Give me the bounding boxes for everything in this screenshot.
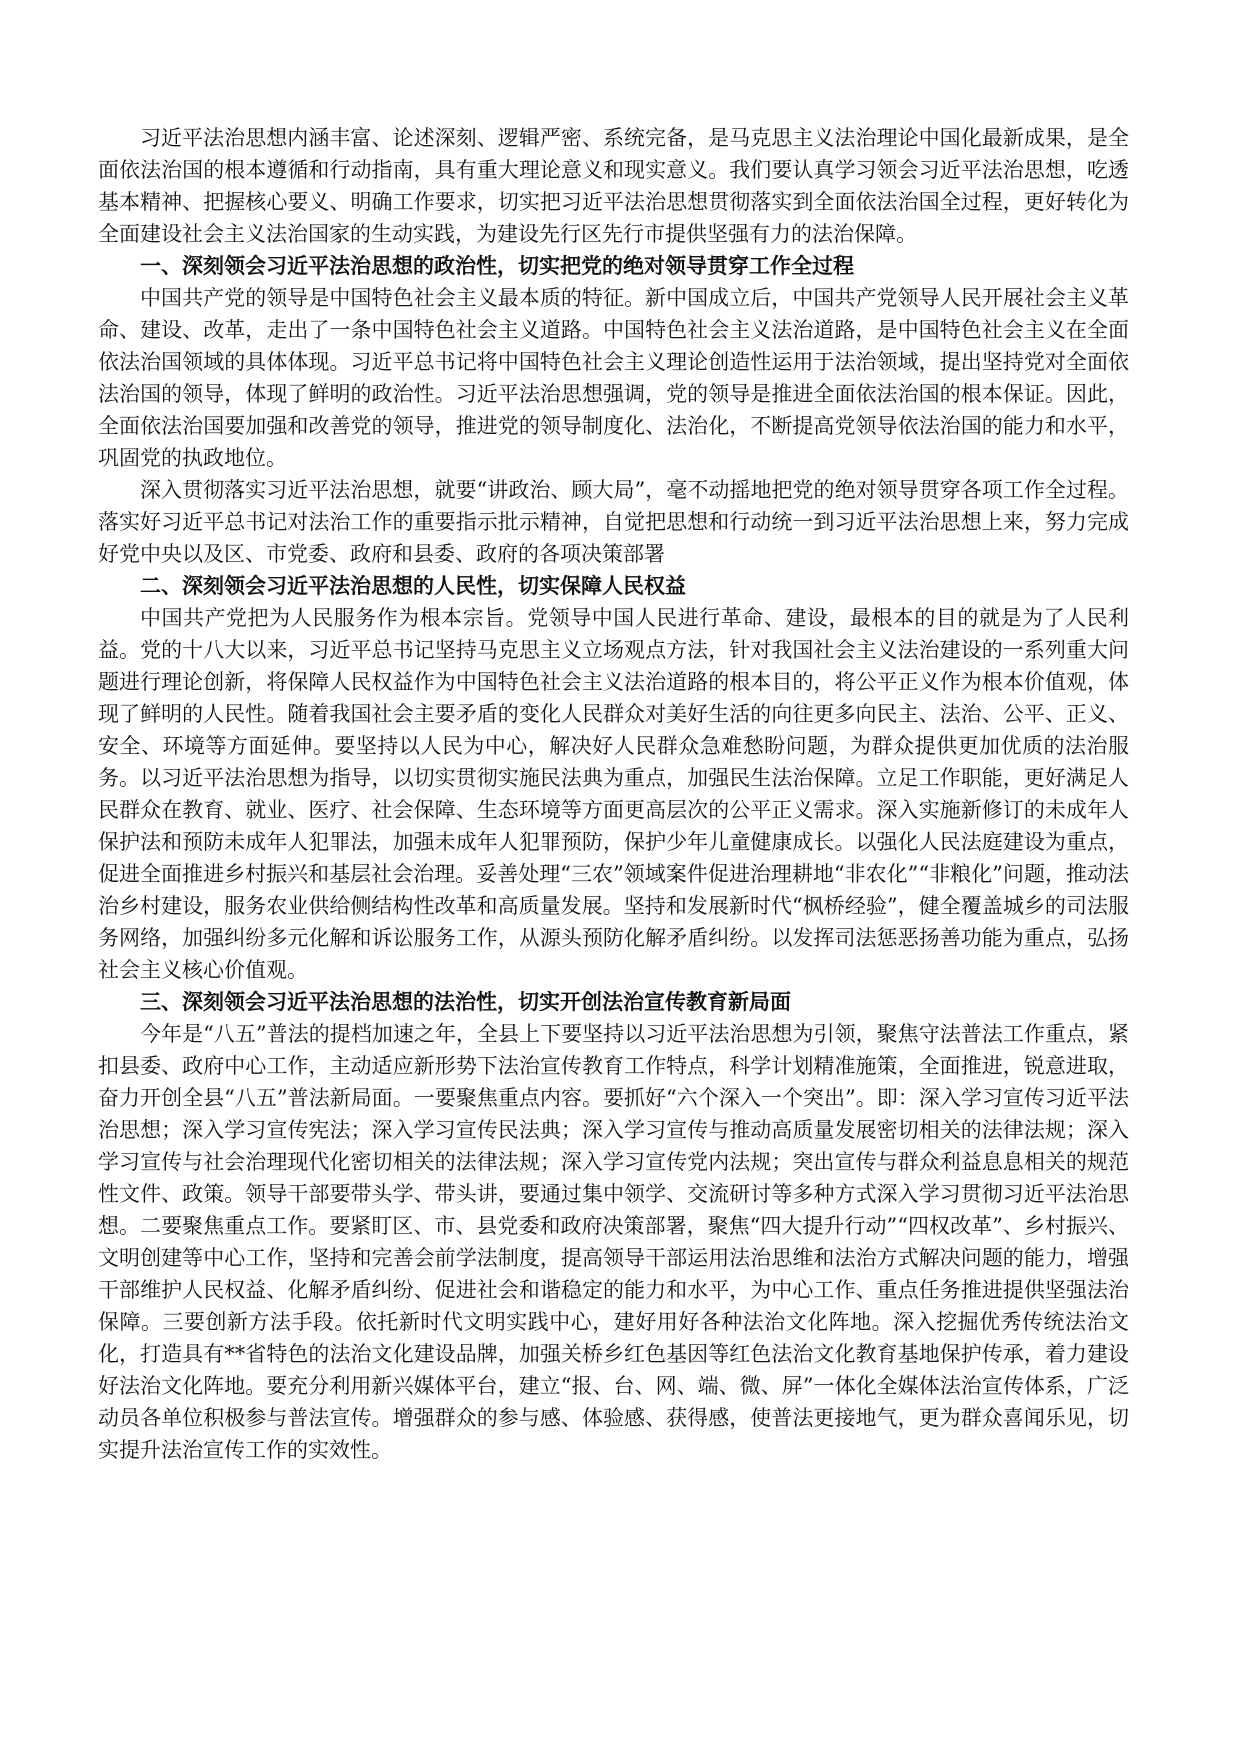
section-heading-1: 一、深刻领会习近平法治思想的政治性，切实把党的绝对领导贯穿工作全过程	[140, 254, 854, 278]
section-1-paragraph-1: 中国共产党的领导是中国特色社会主义最本质的特征。新中国成立后，中国共产党领导人民开展社会主义革命、建设、改革，走出了一条中国特色社会主义道路。中国特色社会主义法治道路，是中国特色社会主义在全面依法治国领域的具体体现。习近平总书记将中国特色社会主义理论创造性运用于法治领域，提出坚持党对全面依法治国的领导，体现了鲜明的政治性。习近平法治思想强调，党的领导是推进全面依法治国的根本保证。因此，全面依法治国要加强和改善党的领导，推进党的领导制度化、法治化，不断提高党领导依法治国的能力和水平，巩固党的执政地位。	[98, 286, 1129, 470]
section-2-paragraph-1: 中国共产党把为人民服务作为根本宗旨。党领导中国人民进行革命、建设，最根本的目的就是为了人民利益。党的十八大以来，习近平总书记坚持马克思主义立场观点方法，针对我国社会主义法治建设的一系列重大问题进行理论创新，将保障人民权益作为中国特色社会主义法治道路的根本目的，将公平正义作为根本价值观，体现了鲜明的人民性。随着我国社会主要矛盾的变化人民群众对美好生活的向往更多向民主、法治、公平、正义、安全、环境等方面延伸。要坚持以人民为中心，解决好人民群众急难愁盼问题，为群众提供更加优质的法治服务。以习近平法治思想为指导，以切实贯彻实施民法典为重点，加强民生法治保障。立足工作职能，更好满足人民群众在教育、就业、医疗、社会保障、生态环境等方面更高层次的公平正义需求。深入实施新修订的未成年人保护法和预防未成年人犯罪法，加强未成年人犯罪预防，保护少年儿童健康成长。以强化人民法庭建设为重点，促进全面推进乡村振兴和基层社会治理。妥善处理“三农”领域案件促进治理耕地“非农化”“非粮化”问题，推动法治乡村建设，服务农业供给侧结构性改革和高质量发展。坚持和发展新时代“枫桥经验”，健全覆盖城乡的司法服务网络，加强纠纷多元化解和诉讼服务工作，从源头预防化解矛盾纠纷。以发挥司法惩恶扬善功能为重点，弘扬社会主义核心价值观。	[98, 606, 1129, 982]
section-heading-2: 二、深刻领会习近平法治思想的人民性，切实保障人民权益	[140, 574, 686, 598]
section-1-paragraph-2: 深入贯彻落实习近平法治思想，就要“讲政治、顾大局”，毫不动摇地把党的绝对领导贯穿各项工作全过程。落实好习近平总书记对法治工作的重要指示批示精神，自觉把思想和行动统一到习近平法治思想上来，努力完成好党中央以及区、市党委、政府和县委、政府的各项决策部署	[98, 478, 1129, 566]
section-3-paragraph-1: 今年是“八五”普法的提档加速之年，全县上下要坚持以习近平法治思想为引领，聚焦守法普法工作重点，紧扣县委、政府中心工作，主动适应新形势下法治宣传教育工作特点，科学计划精准施策，全面推进，锐意进取，奋力开创全县“八五”普法新局面。一要聚焦重点内容。要抓好“六个深入一个突出”。即：深入学习宣传习近平法治思想；深入学习宣传宪法；深入学习宣传民法典；深入学习宣传与推动高质量发展密切相关的法律法规；深入学习宣传与社会治理现代化密切相关的法律法规；深入学习宣传党内法规；突出宣传与群众利益息息相关的规范性文件、政策。领导干部要带头学、带头讲，要通过集中领学、交流研讨等多种方式深入学习贯彻习近平法治思想。二要聚焦重点工作。要紧盯区、市、县党委和政府决策部署，聚焦“四大提升行动”“四权改革”、乡村振兴、文明创建等中心工作，坚持和完善会前学法制度，提高领导干部运用法治思维和法治方式解决问题的能力，增强干部维护人民权益、化解矛盾纠纷、促进社会和谐稳定的能力和水平，为中心工作、重点任务推进提供坚强法治保障。三要创新方法手段。依托新时代文明实践中心，建好用好各种法治文化阵地。深入挖掘优秀传统法治文化，打造具有**省特色的法治文化建设品牌，加强关桥乡红色基因等红色法治文化教育基地保护传承，着力建设好法治文化阵地。要充分利用新兴媒体平台，建立“报、台、网、端、微、屏”一体化全媒体法治宣传体系，广泛动员各单位积极参与普法宣传。增强群众的参与感、体验感、获得感，使普法更接地气，更为群众喜闻乐见，切实提升法治宣传工作的实效性。	[98, 1022, 1129, 1462]
document-body	[98, 122, 1129, 1466]
intro-paragraph: 习近平法治思想内涵丰富、论述深刻、逻辑严密、系统完备，是马克思主义法治理论中国化最新成果，是全面依法治国的根本遵循和行动指南，具有重大理论意义和现实意义。我们要认真学习领会习近平法治思想，吃透基本精神、把握核心要义、明确工作要求，切实把习近平法治思想贯彻落实到全面依法治国全过程，更好转化为全面建设社会主义法治国家的生动实践，为建设先行区先行市提供坚强有力的法治保障。	[98, 126, 1129, 246]
section-heading-3: 三、深刻领会习近平法治思想的法治性，切实开创法治宣传教育新局面	[140, 990, 791, 1014]
